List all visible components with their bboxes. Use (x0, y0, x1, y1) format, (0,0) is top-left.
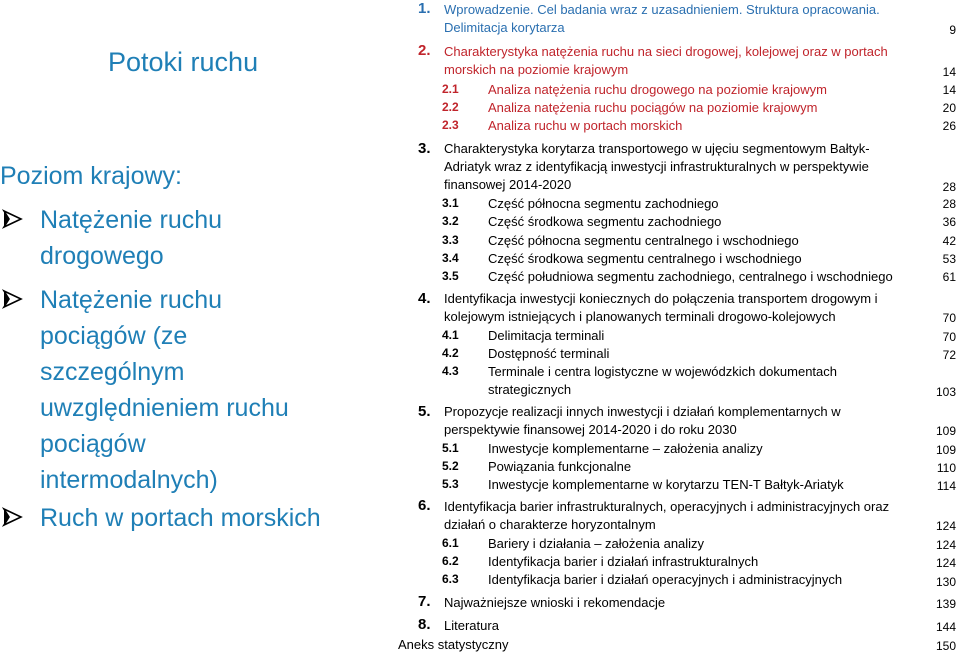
toc-number: 7. (418, 593, 431, 610)
toc-number: 8. (418, 616, 431, 633)
bullet-text: Natężenie ruchu pociągów (ze szczególnym uwzględnieniem ruchu pociągów intermodalnych) (40, 286, 289, 494)
toc-number: 3.4 (442, 251, 459, 265)
toc-page: 42 (942, 234, 956, 248)
toc-title: Inwestycje komplementarne – założenia analizy (488, 441, 763, 456)
toc-page: 110 (936, 461, 956, 475)
toc-number: 5.2 (442, 459, 459, 473)
toc-number: 6.1 (442, 536, 459, 550)
toc-page: 61 (942, 270, 956, 284)
toc-number: 3.5 (442, 269, 459, 283)
toc-title: Wprowadzenie. Cel badania wraz z uzasadnieniem. Struktura opracowania. Delimitacja korytarza (444, 2, 880, 35)
toc-page: 36 (942, 215, 956, 229)
table-of-contents (398, 0, 960, 654)
toc-number: 3.3 (442, 233, 459, 247)
arrow-bullet-icon (2, 288, 24, 310)
toc-title: Część północna segmentu centralnego i wschodniego (488, 233, 799, 248)
toc-title: Terminale i centra logistyczne w wojewódzkich dokumentach strategicznych (488, 364, 837, 397)
toc-title: Część środkowa segmentu zachodniego (488, 214, 722, 229)
left-panel (0, 0, 390, 654)
toc-page: 28 (942, 180, 956, 194)
bullet-text: Natężenie ruchu drogowego (40, 206, 223, 270)
toc-title: Analiza ruchu w portach morskich (488, 118, 683, 133)
toc-title: Analiza natężenia ruchu pociągów na poziomie krajowym (488, 100, 818, 115)
toc-number: 2.3 (442, 118, 459, 132)
toc-number: 2.2 (442, 100, 459, 114)
toc-number: 6.3 (442, 572, 459, 586)
toc-page: 14 (942, 65, 956, 79)
toc-page: 114 (936, 479, 956, 493)
toc-title: Identyfikacja barier i działań operacyjnych i administracyjnych (488, 572, 843, 587)
section-heading: Poziom krajowy: (0, 162, 182, 190)
toc-title: Część północna segmentu zachodniego (488, 196, 719, 211)
toc-page: 70 (942, 311, 956, 325)
toc-page: 130 (935, 575, 956, 589)
toc-title: Charakterystyka korytarza transportowego w ujęciu segmentowym Bałtyk- Adriatyk wraz z identyfikacją inwestycji infrastrukturalnych w perspektywie finansowej 2014-2020 (444, 141, 870, 192)
toc-number: 2.1 (442, 82, 459, 96)
toc-page: 139 (935, 597, 956, 611)
toc-title: Identyfikacja barier i działań infrastrukturalnych (488, 554, 759, 569)
toc-page: 103 (935, 385, 956, 399)
toc-title: Bariery i działania – założenia analizy (488, 536, 705, 551)
toc-page: 109 (935, 424, 956, 438)
toc-page: 28 (942, 197, 956, 211)
toc-page: 14 (942, 83, 956, 97)
toc-page: 9 (949, 23, 956, 37)
toc-title: Najważniejsze wnioski i rekomendacje (444, 595, 666, 610)
slide-title: Potoki ruchu (108, 47, 259, 77)
toc-page: 72 (942, 348, 956, 362)
toc-title: Identyfikacja inwestycji koniecznych do połączenia transportem drogowym i kolejowym istniejących i planowanych terminali drogowo-kolejowych (444, 291, 878, 324)
toc-title: Propozycje realizacji innych inwestycji i działań komplementarnych w perspektywie finansowej 2014-2020 i do roku 2030 (444, 404, 841, 437)
toc-title: Powiązania funkcjonalne (488, 459, 632, 474)
toc-title: Inwestycje komplementarne w korytarzu TEN-T Bałtyk-Ariatyk (488, 477, 844, 492)
toc-page: 20 (942, 101, 956, 115)
toc-page: 124 (935, 538, 956, 552)
toc-number: 6. (418, 497, 431, 514)
toc-page: 26 (942, 119, 956, 133)
toc-page: 144 (935, 620, 956, 634)
toc-number: 3.1 (442, 196, 459, 210)
arrow-bullet-icon (2, 208, 24, 230)
toc-page: 53 (942, 252, 956, 266)
arrow-bullet-icon (2, 506, 24, 528)
toc-page: 124 (935, 556, 956, 570)
toc-number: 4.1 (442, 328, 459, 342)
toc-number: 5.3 (442, 477, 459, 491)
toc-number: 3.2 (442, 214, 459, 228)
toc-title: Analiza natężenia ruchu drogowego na poziomie krajowym (488, 82, 827, 97)
toc-title: Część środkowa segmentu centralnego i wschodniego (488, 251, 802, 266)
toc-page: 70 (942, 330, 956, 344)
toc-page: 124 (935, 519, 956, 533)
toc-number: 4.3 (442, 364, 459, 378)
toc-title: Aneks statystyczny (398, 637, 509, 652)
toc-title: Delimitacja terminali (488, 328, 605, 343)
toc-number: 1. (418, 0, 431, 17)
toc-title: Charakterystyka natężenia ruchu na sieci drogowej, kolejowej oraz w portach morskich na poziomie krajowym (444, 44, 888, 77)
bullet-text: Ruch w portach morskich (40, 504, 321, 532)
toc-number: 6.2 (442, 554, 459, 568)
toc-number: 3. (418, 140, 431, 157)
toc-title: Część południowa segmentu zachodniego, centralnego i wschodniego (488, 269, 893, 284)
toc-page: 109 (935, 443, 956, 457)
toc-number: 4. (418, 290, 431, 307)
toc-title: Identyfikacja barier infrastrukturalnych, operacyjnych i administracyjnych oraz działań o charakterze horyzontalnym (444, 499, 890, 532)
toc-title: Literatura (444, 618, 499, 633)
toc-number: 2. (418, 42, 431, 59)
toc-number: 4.2 (442, 346, 459, 360)
toc-page: 150 (935, 639, 956, 653)
toc-number: 5.1 (442, 441, 459, 455)
toc-number: 5. (418, 403, 431, 420)
toc-title: Dostępność terminali (488, 346, 610, 361)
